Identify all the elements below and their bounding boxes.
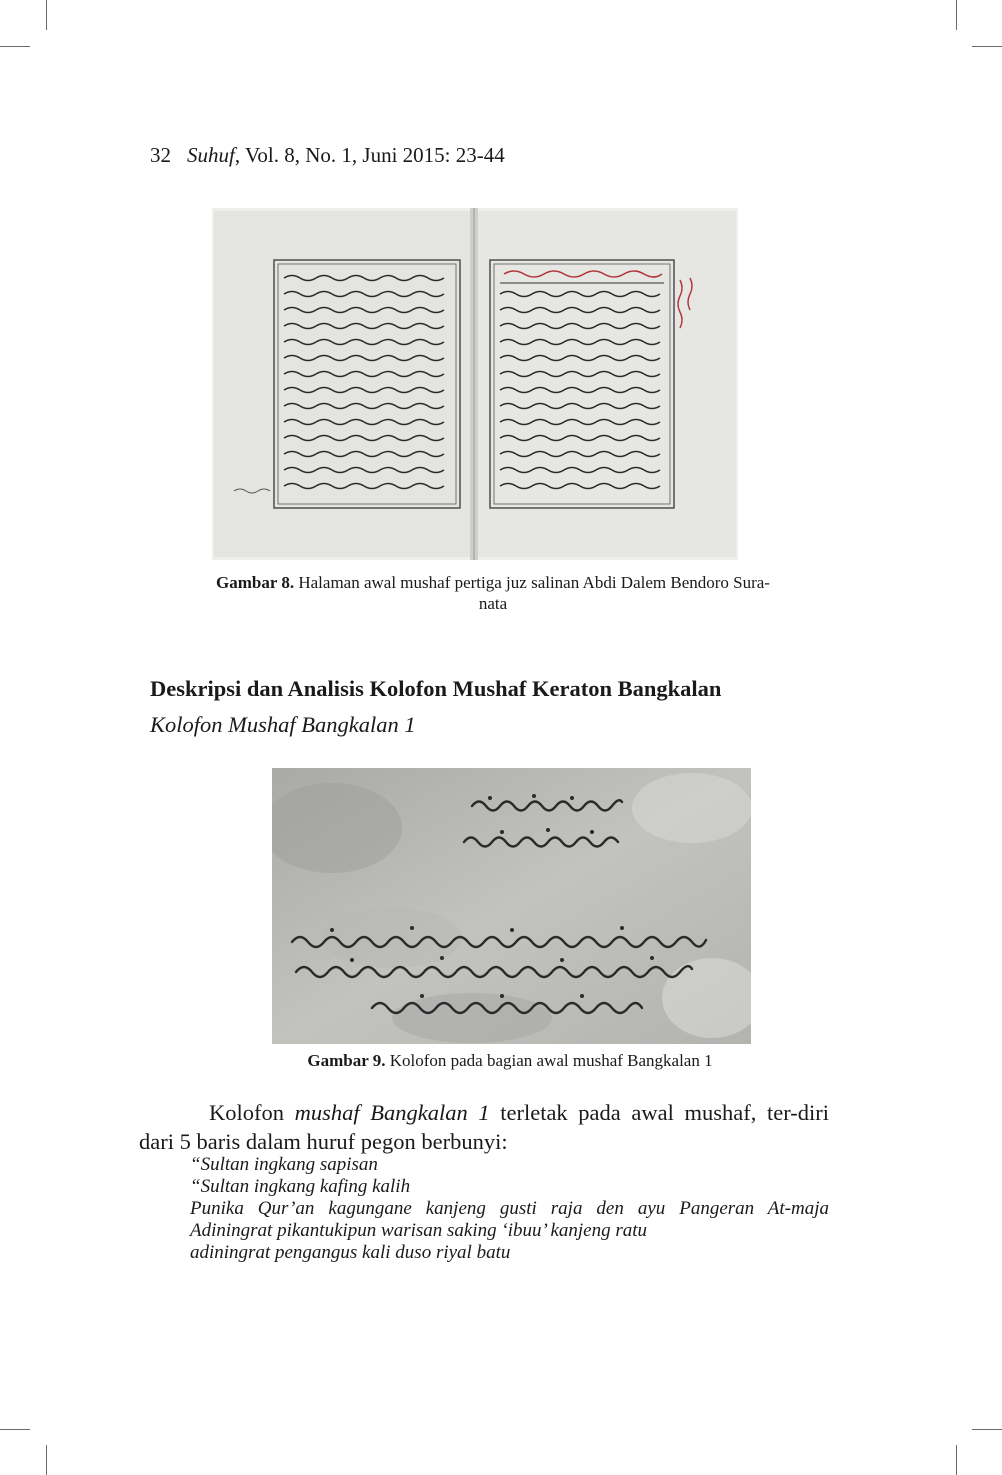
crop-mark [46, 1445, 47, 1475]
paragraph-italic-term: mushaf Bangkalan 1 [294, 1100, 490, 1125]
crop-mark [956, 1445, 957, 1475]
running-header [150, 142, 505, 168]
colophon-transcription [190, 1154, 829, 1264]
page-number: 32 [150, 143, 171, 167]
citation: , Vol. 8, No. 1, Juni 2015: 23-44 [234, 143, 505, 167]
figure-9-label: Gambar 9. [307, 1051, 386, 1070]
colophon-illustration [272, 768, 751, 1044]
figure-9-caption-text: Kolofon pada bagian awal mushaf Bangkalan 1 [385, 1051, 713, 1070]
figure-9-image [272, 768, 751, 1044]
figure-8-caption-text-cont: nata [478, 594, 508, 613]
crop-mark [956, 0, 957, 30]
crop-mark [46, 0, 47, 30]
crop-mark [972, 1429, 1002, 1430]
figure-9-caption [160, 1050, 860, 1071]
crop-mark [0, 1429, 30, 1430]
manuscript-illustration [212, 208, 738, 560]
section-subheading: Kolofon Mushaf Bangkalan 1 [150, 712, 416, 737]
crop-mark [0, 46, 30, 47]
crop-mark [972, 46, 1002, 47]
quote-line-1: “Sultan ingkang sapisan [190, 1154, 378, 1175]
figure-8-caption-text: Halaman awal mushaf pertiga juz salinan Abdi Dalem Bendoro Sura- [294, 573, 770, 592]
paragraph-text: Kolofon [209, 1100, 295, 1125]
journal-title: Suhuf [187, 143, 235, 167]
figure-8-image [212, 208, 738, 560]
quote-line-4: adiningrat pengangus kali duso riyal batu [190, 1242, 511, 1263]
paragraph-text-cont: terletak pada awal mushaf, ter-diri dari 5 baris dalam huruf pegon berbunyi: [139, 1100, 829, 1154]
figure-8-caption [148, 572, 838, 614]
quote-line-3: Punika Qur’an kagungane kanjeng gusti raja den ayu Pangeran At-maja Adiningrat pikantukipun warisan saking ‘ibuu’ kanjeng ratu [190, 1198, 829, 1241]
figure-8-label: Gambar 8. [216, 573, 295, 592]
body-paragraph [139, 1098, 829, 1156]
section-heading: Deskripsi dan Analisis Kolofon Mushaf Keraton Bangkalan [150, 676, 722, 701]
quote-line-2: “Sultan ingkang kafing kalih [190, 1176, 411, 1197]
